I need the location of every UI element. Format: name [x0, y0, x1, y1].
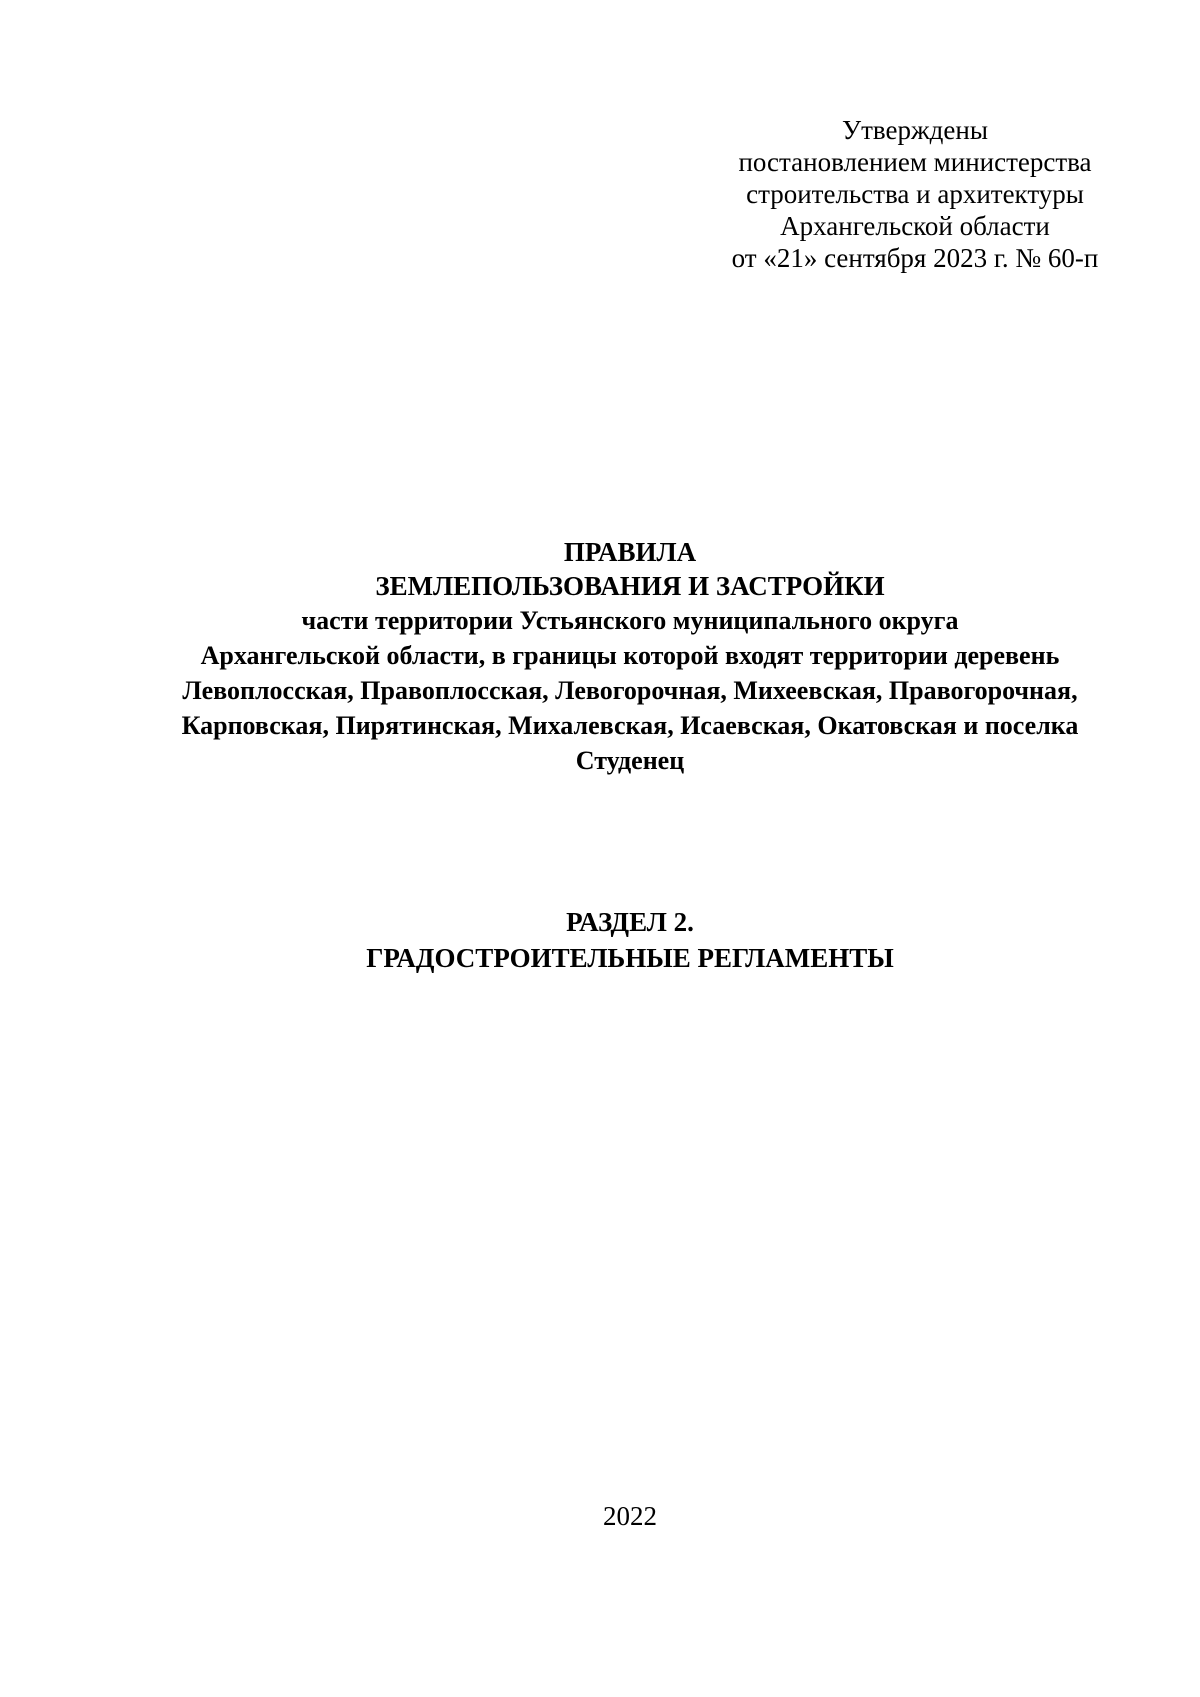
- approval-date-line: от «21» сентября 2023 г. № 60-п: [731, 243, 1099, 273]
- approval-line: постановлением министерства: [738, 147, 1092, 177]
- approval-line: Утверждены: [842, 115, 988, 145]
- document-year: 2022: [603, 1501, 657, 1531]
- title-line: ЗЕМЛЕПОЛЬЗОВАНИЯ И ЗАСТРОЙКИ: [375, 571, 885, 601]
- subtitle-line: Карповская, Пирятинская, Михалевская, Исаевская, Окатовская и поселка: [181, 711, 1079, 740]
- subtitle-line: Архангельской области, в границы которой входят территории деревень: [200, 641, 1060, 670]
- title-line: ПРАВИЛА: [563, 537, 697, 567]
- section-heading: [80, 904, 1180, 976]
- subtitle-line: части территории Устьянского муниципального округа: [301, 606, 959, 635]
- approval-stamp: [690, 114, 1140, 274]
- subtitle-line: Студенец: [575, 746, 685, 775]
- section-name: ГРАДОСТРОИТЕЛЬНЫЕ РЕГЛАМЕНТЫ: [366, 943, 894, 973]
- approval-line: Архангельской области: [780, 211, 1050, 241]
- subtitle-line: Левоплосская, Правоплосская, Левогорочная, Михеевская, Правогорочная,: [182, 676, 1078, 705]
- section-number: РАЗДЕЛ 2.: [566, 907, 694, 937]
- approval-line: строительства и архитектуры: [746, 179, 1084, 209]
- document-title: [80, 535, 1180, 778]
